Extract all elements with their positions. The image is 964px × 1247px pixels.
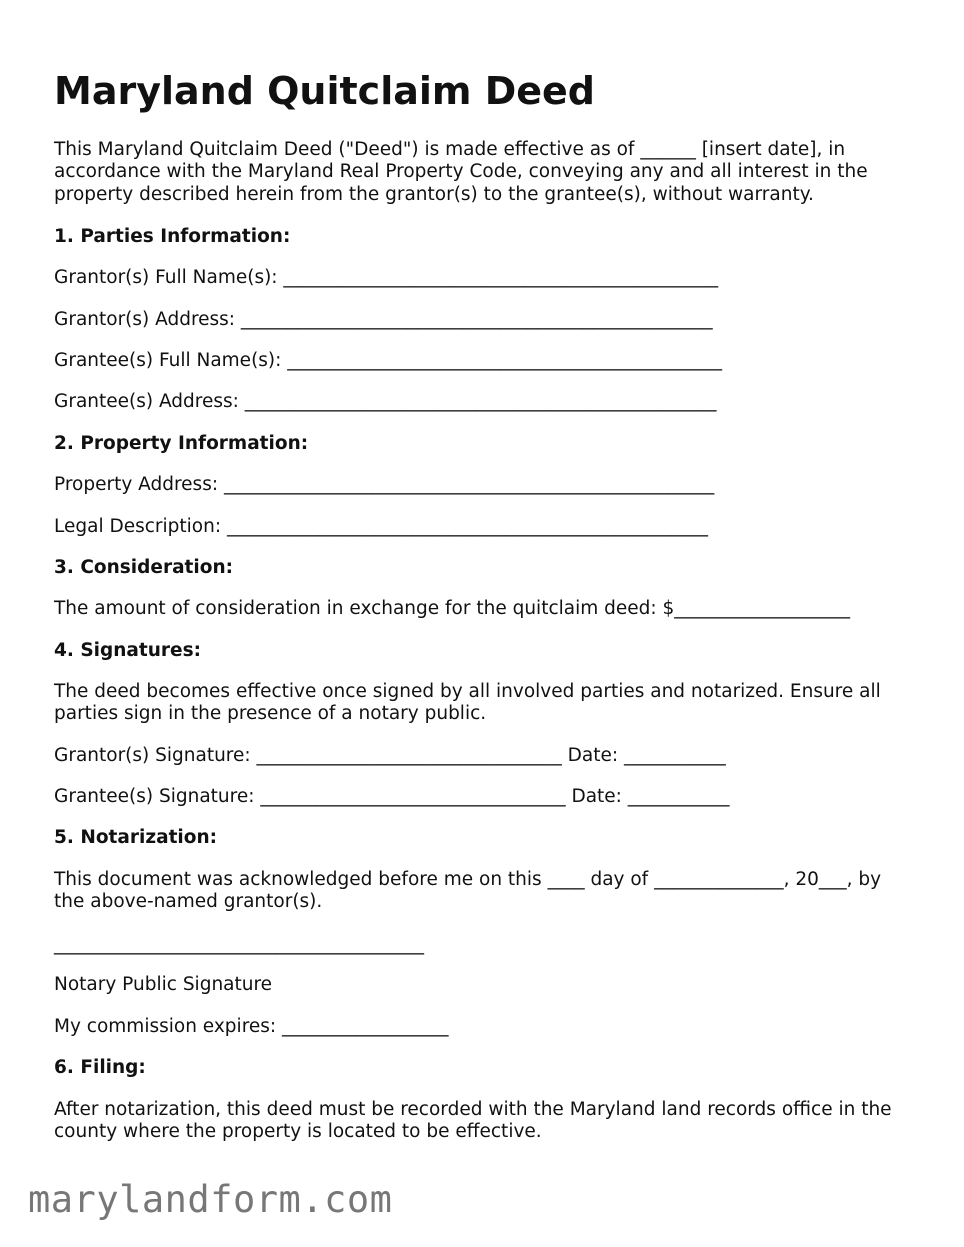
grantee-name-field: Grantee(s) Full Name(s): _______________________________________________ (54, 350, 723, 371)
commission-expires-field: My commission expires: __________________ (54, 1016, 449, 1037)
grantor-address-field: Grantor(s) Address: ___________________________________________________ (54, 309, 713, 330)
grantee-signature-field: Grantee(s) Signature: _________________________________ Date: ___________ (54, 786, 730, 807)
section-heading-filing: 6. Filing: (54, 1057, 146, 1078)
legal-description-field: Legal Description: ____________________________________________________ (54, 516, 708, 537)
grantor-signature-field: Grantor(s) Signature: _________________________________ Date: ___________ (54, 745, 726, 766)
intro-paragraph: This Maryland Quitclaim Deed ("Deed") is made effective as of ______ [insert date], in accordance with the Maryland Real Property Code, conveying any and all interest in the property described herein from the grantor(s) to the grantee(s), without warranty. (54, 139, 868, 205)
section-heading-property: 2. Property Information: (54, 433, 309, 454)
signatures-paragraph: The deed becomes effective once signed by all involved parties and notarized. Ensure all parties sign in the presence of a notary public. (54, 681, 881, 725)
grantor-name-field: Grantor(s) Full Name(s): _______________________________________________ (54, 267, 719, 288)
site-watermark: marylandform.com (28, 1178, 393, 1221)
section-heading-signatures: 4. Signatures: (54, 640, 201, 661)
notary-signature-label: Notary Public Signature (54, 974, 273, 995)
page-title: Maryland Quitclaim Deed (54, 69, 595, 113)
property-address-field: Property Address: _____________________________________________________ (54, 474, 715, 495)
notarization-paragraph: This document was acknowledged before me on this ____ day of ______________, 20___, by the above-named grantor(s). (54, 869, 882, 913)
consideration-amount-field: The amount of consideration in exchange for the quitclaim deed: $___________________ (54, 598, 851, 619)
section-heading-parties: 1. Parties Information: (54, 226, 291, 247)
filing-paragraph: After notarization, this deed must be recorded with the Maryland land records office in the county where the property is located to be effective. (54, 1099, 892, 1143)
notary-signature-line: ________________________________________ (54, 934, 424, 955)
section-heading-notarization: 5. Notarization: (54, 827, 218, 848)
grantee-address-field: Grantee(s) Address: ___________________________________________________ (54, 391, 717, 412)
section-heading-consideration: 3. Consideration: (54, 557, 234, 578)
